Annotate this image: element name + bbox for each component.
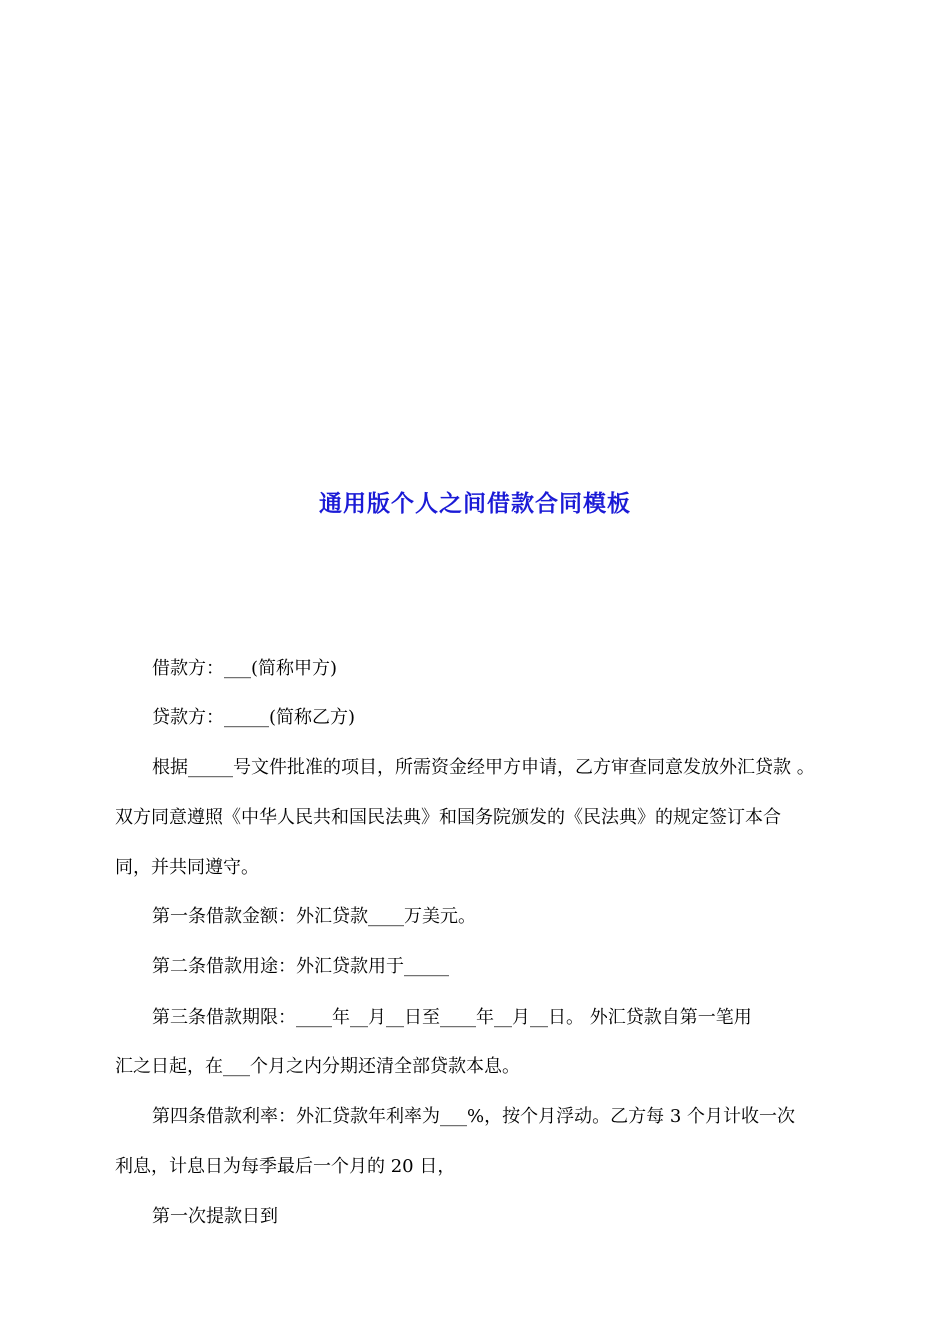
preamble-line-1: 根据_____号文件批准的项目，所需资金经甲方申请，乙方审查同意发放外汇贷款 。 [152,757,815,778]
document-title: 通用版个人之间借款合同模板 [319,491,631,517]
preamble-line-2: 双方同意遵照《中华人民共和国民法典》和国务院颁发的《民法典》的规定签订本合 [115,807,781,828]
article-1-line: 第一条借款金额：外汇贷款____万美元。 [152,906,476,927]
article-2-line: 第二条借款用途：外汇贷款用于_____ [152,956,449,977]
article-4-line-1: 第四条借款利率：外汇贷款年利率为___%，按个月浮动。乙方每 3 个月计收一次 [152,1106,795,1127]
lender-line: 贷款方：_____(简称乙方) [152,707,356,728]
article-3-line-1: 第三条借款期限：____年__月__日至____年__月__日。 外汇贷款自第一笔用 [152,1007,752,1028]
borrower-line: 借款方：___(简称甲方) [152,658,338,679]
preamble-line-3: 同，并共同遵守。 [115,857,259,878]
first-drawdown-line: 第一次提款日到 [152,1206,278,1227]
article-4-line-2: 利息，计息日为每季最后一个月的 20 日， [115,1156,456,1177]
article-3-line-2: 汇之日起，在___个月之内分期还清全部贷款本息。 [115,1056,520,1077]
